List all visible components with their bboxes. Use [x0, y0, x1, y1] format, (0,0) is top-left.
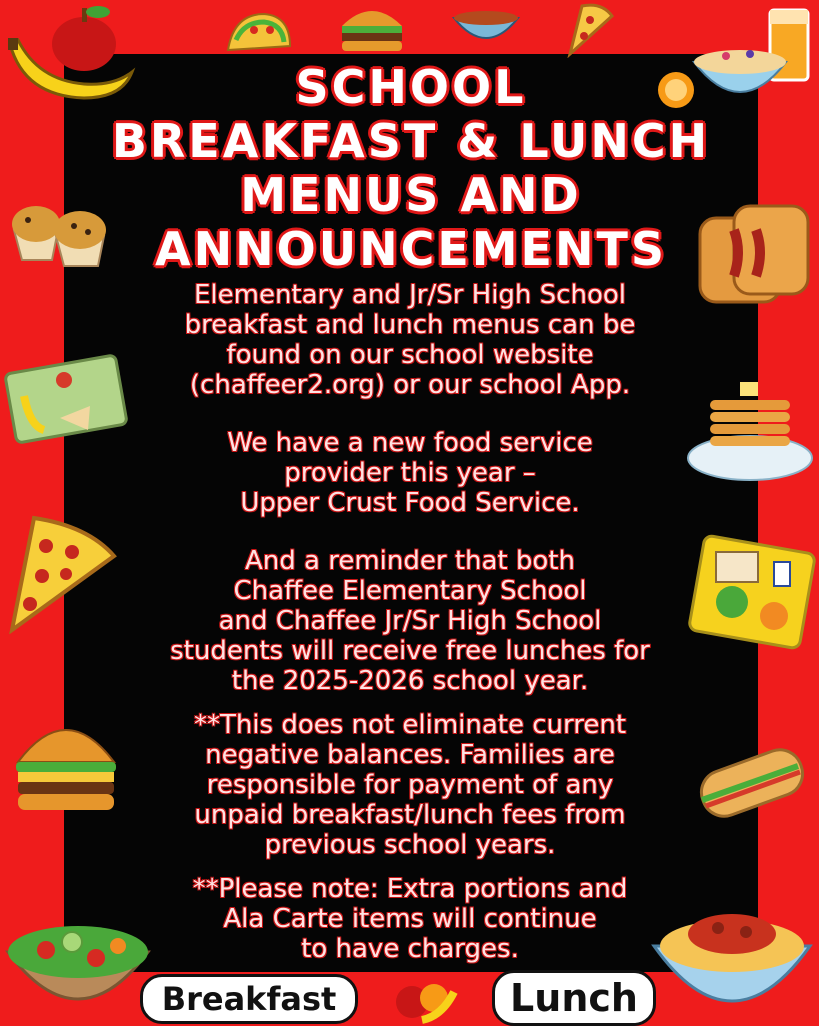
page-title — [64, 60, 758, 276]
text-line: provider this year – — [284, 458, 536, 488]
pizza-slice-icon — [564, 0, 616, 58]
title-line: ANNOUNCEMENTS — [155, 222, 667, 276]
text-line: the 2025-2026 school year. — [231, 666, 589, 696]
text-line: (chaffeer2.org) or our school App. — [189, 370, 631, 400]
burger-icon — [338, 2, 406, 54]
text-line: And a reminder that both — [245, 546, 575, 576]
text-line: negative balances. Families are — [205, 740, 615, 770]
text-line: Chaffee Elementary School — [233, 576, 587, 606]
charges-note-paragraph — [100, 874, 720, 964]
text-line: previous school years. — [264, 830, 556, 860]
text-line: unpaid breakfast/lunch fees from — [194, 800, 626, 830]
text-line: **Please note: Extra portions and — [192, 874, 628, 904]
title-line: SCHOOL — [295, 60, 527, 114]
text-line: responsible for payment of any — [206, 770, 614, 800]
title-line: MENUS AND — [240, 168, 582, 222]
taco-icon — [224, 8, 294, 54]
fruit-icon — [392, 970, 458, 1024]
text-line: found on our school website — [226, 340, 594, 370]
food-provider-paragraph — [100, 428, 720, 518]
lunch-label: Lunch — [492, 970, 656, 1026]
text-line: breakfast and lunch menus can be — [184, 310, 636, 340]
text-line: Upper Crust Food Service. — [240, 488, 580, 518]
breakfast-label: Breakfast — [140, 974, 358, 1024]
text-line: **This does not eliminate current — [193, 710, 627, 740]
text-line: Elementary and Jr/Sr High School — [193, 280, 626, 310]
soup-icon — [450, 6, 522, 50]
text-line: Ala Carte items will continue — [223, 904, 597, 934]
text-line: students will receive free lunches for — [170, 636, 650, 666]
menu-info-paragraph — [100, 280, 720, 400]
text-line: We have a new food service — [227, 428, 593, 458]
text-line: and Chaffee Jr/Sr High School — [218, 606, 602, 636]
title-line: BREAKFAST & LUNCH — [111, 114, 711, 168]
balances-note-paragraph — [100, 710, 720, 860]
text-line: to have charges. — [301, 934, 519, 964]
free-lunch-paragraph — [100, 546, 720, 696]
